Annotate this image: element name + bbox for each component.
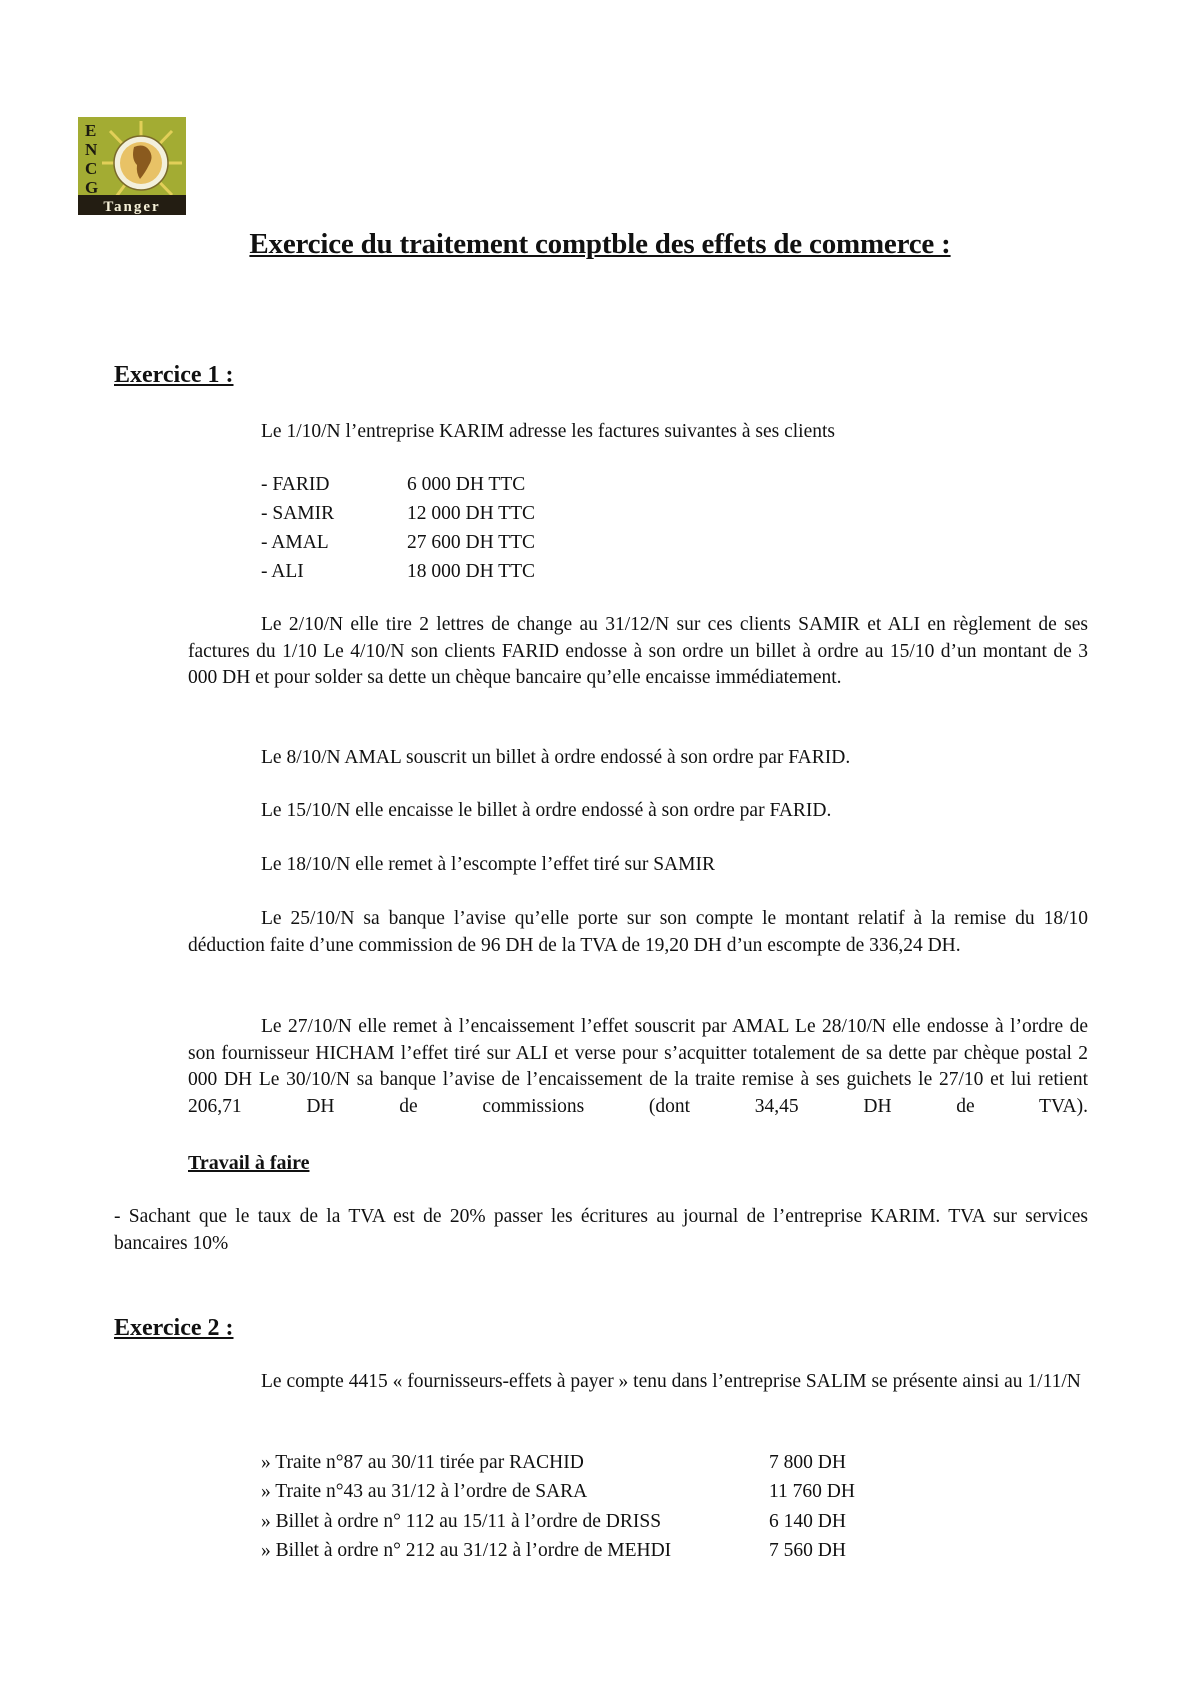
effect-amount: 11 760 DH — [769, 1481, 855, 1503]
exercise-1-intro: Le 1/10/N l’entreprise KARIM adresse les factures suivantes à ses clients — [261, 421, 835, 442]
invoice-amount: 6 000 DH TTC — [407, 473, 526, 495]
effect-amount: 7 800 DH — [769, 1451, 846, 1473]
logo-letter-e: E — [85, 121, 97, 140]
invoice-amount: 12 000 DH TTC — [407, 502, 536, 524]
invoice-row — [261, 470, 607, 499]
task-text: - Sachant que le taux de la TVA est de 20% passer les écritures au journal de l’entreprise KARIM. TVA sur services bancaires 10% — [114, 1206, 1088, 1254]
invoice-client: - FARID — [261, 473, 330, 495]
logo-letter-c: C — [85, 159, 98, 178]
effect-row — [261, 1507, 879, 1537]
exercise-1-paragraph: Le 18/10/N elle remet à l’escompte l’effet tiré sur SAMIR — [261, 854, 715, 875]
invoice-client: - AMAL — [261, 531, 329, 553]
exercise-1-heading: Exercice 1 : — [114, 362, 234, 388]
invoice-row — [261, 557, 607, 586]
effect-row — [261, 1537, 879, 1567]
effect-amount: 6 140 DH — [769, 1510, 846, 1532]
invoice-row — [261, 499, 607, 528]
effect-description: » Traite n°87 au 30/11 tirée par RACHID — [261, 1451, 584, 1473]
logo-letter-g: G — [85, 178, 99, 197]
page-title: Exercice du traitement comptble des effets de commerce : — [249, 228, 951, 260]
logo-graphic — [78, 117, 186, 215]
effect-row — [261, 1478, 879, 1508]
effects-list — [261, 1448, 879, 1566]
exercise-1-paragraph: Le 15/10/N elle encaisse le billet à ordre endossé à son ordre par FARID. — [261, 800, 832, 821]
task-heading: Travail à faire — [188, 1152, 310, 1174]
effect-amount: 7 560 DH — [769, 1540, 846, 1562]
exercise-1-paragraph: Le 27/10/N elle remet à l’encaissement l’effet souscrit par AMAL Le 28/10/N elle endosse à l’ordre de son fournisseur HICHAM l’effet tiré sur ALI et verse pour s’acquitter totalement de sa dette par chèque postal 2 000 DH Le 30/10/N sa banque l’avise de l’encaissement de la traite remise à ses guichets le 27/10 et lui retient 206,71 DH de commissions (dont 34,45 DH de TVA). — [188, 1016, 1088, 1117]
encg-tanger-logo — [78, 117, 186, 215]
exercise-1-paragraph: Le 8/10/N AMAL souscrit un billet à ordre endossé à son ordre par FARID. — [261, 747, 851, 768]
invoice-amount: 27 600 DH TTC — [407, 531, 536, 553]
invoice-row — [261, 528, 607, 557]
logo-city: Tanger — [103, 199, 161, 215]
exercise-1-paragraph: Le 2/10/N elle tire 2 lettres de change au 31/12/N sur ces clients SAMIR et ALI en règlement de ses factures du 1/10 Le 4/10/N son clients FARID endosse à son ordre un billet à ordre au 15/10 d’un montant de 3 000 DH et pour solder sa dette un chèque bancaire qu’elle encaisse immédiatement. — [188, 614, 1088, 688]
effect-description: » Billet à ordre n° 212 au 31/12 à l’ordre de MEHDI — [261, 1540, 672, 1562]
effect-description: » Billet à ordre n° 112 au 15/11 à l’ordre de DRISS — [261, 1510, 662, 1532]
invoice-client: - SAMIR — [261, 502, 335, 524]
effect-description: » Traite n°43 au 31/12 à l’ordre de SARA — [261, 1481, 588, 1503]
exercise-1-paragraph: Le 25/10/N sa banque l’avise qu’elle porte sur son compte le montant relatif à la remise du 18/10 déduction faite d’une commission de 96 DH de la TVA de 19,20 DH d’un escompte de 336,24 DH. — [188, 908, 1088, 956]
invoice-list — [261, 470, 607, 586]
exercise-2-intro: Le compte 4415 « fournisseurs-effets à payer » tenu dans l’entreprise SALIM se présente ainsi au 1/11/N — [261, 1371, 1081, 1392]
logo-letter-n: N — [85, 140, 98, 159]
invoice-client: - ALI — [261, 560, 304, 582]
exercise-2-heading: Exercice 2 : — [114, 1315, 234, 1341]
invoice-amount: 18 000 DH TTC — [407, 560, 536, 582]
effect-row — [261, 1448, 879, 1478]
